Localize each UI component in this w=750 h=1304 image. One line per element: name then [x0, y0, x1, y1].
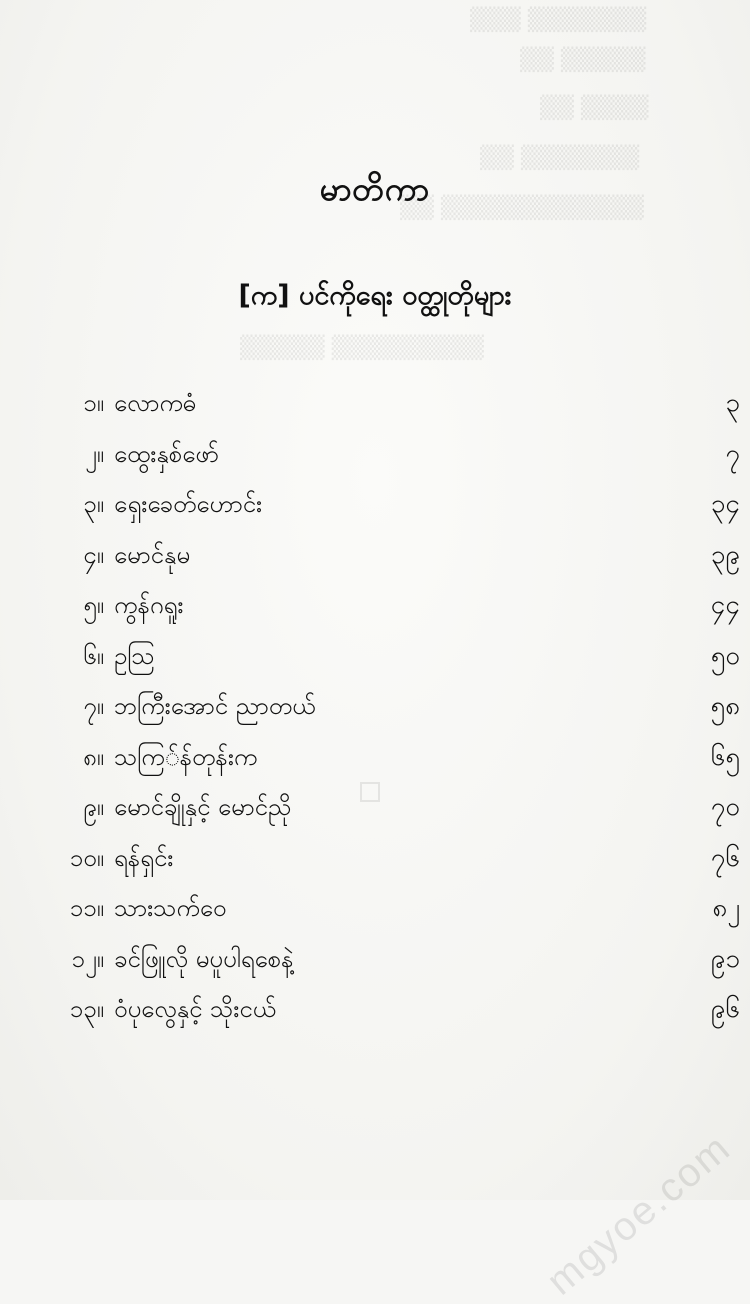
toc-entry	[30, 833, 740, 884]
toc-entry-page: ၃၉	[710, 539, 740, 570]
toc-entry	[30, 530, 740, 581]
toc-entry-page: ၃၄	[710, 489, 740, 519]
toc-entry-number: ၇။	[83, 692, 104, 720]
bleed-through-box	[360, 782, 380, 802]
bleed-through-text: ▒▒▒▒▒▒▒ ▒▒▒	[470, 8, 647, 33]
toc-entry-title: ခင်ဖြူလို မပူပါရစေနဲ့	[114, 944, 294, 973]
toc-entry-number: ၁၂။	[71, 944, 104, 973]
toc-entry-page: ၉၁	[710, 943, 740, 974]
toc-entry	[30, 934, 740, 985]
toc-entry-title: သားသက်ဝေ	[114, 894, 227, 922]
bleed-through-text: ▒▒▒▒▒▒▒▒▒▒▒▒ ▒▒	[400, 196, 644, 221]
bleed-through-text: ▒▒▒▒▒ ▒▒	[520, 48, 646, 73]
toc-entry-number: ၁၀။	[69, 843, 104, 872]
toc-entry-number: ၁၁။	[69, 894, 104, 922]
toc-entry-page: ၈၂	[712, 893, 740, 923]
toc-entry-page: ၅၈	[710, 691, 740, 721]
toc-entry	[30, 984, 740, 1035]
toc-entry-title: ရှေးခေတ်ဟောင်း	[114, 490, 263, 518]
toc-entry-number: ၅။	[83, 591, 104, 619]
page-title: မာတိကာ	[319, 170, 431, 208]
toc-entry-title: ကွန်ဂရူး	[114, 591, 184, 619]
toc-entry-title: ထွေးနှစ်ဖော်	[114, 439, 219, 468]
table-of-contents	[30, 378, 740, 1035]
watermark: mgyoe.com	[538, 1125, 740, 1304]
toc-entry-number: ၄။	[83, 540, 104, 569]
toc-entry-page: ၅၀	[710, 640, 740, 671]
toc-entry	[30, 681, 740, 732]
toc-entry-page: ၆၅	[710, 741, 740, 772]
toc-entry	[30, 580, 740, 631]
toc-entry	[30, 429, 740, 480]
toc-entry	[30, 631, 740, 682]
section-heading: [က] ပင်ကိုရေး ဝတ္ထုတိုများ	[238, 280, 512, 311]
toc-entry-number: ၂။	[84, 439, 104, 468]
toc-entry	[30, 732, 740, 783]
toc-entry-number: ၉။	[83, 793, 104, 821]
bleed-through-text: ▒▒▒▒ ▒▒	[540, 96, 649, 121]
toc-entry-page: ၇၀	[710, 792, 740, 822]
toc-entry-number: ၁၃။	[69, 995, 104, 1023]
toc-entry	[30, 479, 740, 530]
toc-entry-title: ရန်ရှင်း	[114, 843, 174, 872]
toc-entry-page: ၇	[725, 438, 740, 469]
toc-entry-title: ဝံပုလွေနှင့် သိုးငယ်	[114, 995, 276, 1023]
toc-entry	[30, 883, 740, 934]
toc-entry-title: မောင်ချိုနှင့် မောင်ညို	[114, 793, 292, 821]
toc-entry-title: လောကဓံ	[114, 389, 197, 417]
toc-entry-number: ၃။	[83, 490, 104, 518]
toc-entry	[30, 378, 740, 429]
toc-entry-title: ဥသြ	[114, 641, 155, 670]
toc-entry-number: ၈။	[83, 742, 104, 771]
toc-entry	[30, 782, 740, 833]
toc-entry-title: သကြ်န်တုန်းက	[114, 742, 258, 771]
toc-entry-page: ၉၆	[710, 994, 740, 1024]
toc-entry-page: ၃	[725, 388, 740, 418]
toc-entry-number: ၆။	[83, 641, 104, 670]
toc-entry-number: ၁။	[83, 389, 104, 417]
bleed-through-text: ▒▒▒▒▒▒▒ ▒▒	[480, 146, 640, 171]
bleed-through-text: ▒▒▒▒▒▒▒▒▒ ▒▒▒▒▒	[240, 336, 484, 361]
toc-entry-page: ၄၄	[710, 590, 740, 620]
toc-entry-title: ဘကြီးအောင် ညာတယ်	[114, 692, 316, 720]
toc-entry-page: ၇၆	[710, 842, 740, 873]
toc-entry-title: မောင်နုမ	[114, 540, 191, 569]
